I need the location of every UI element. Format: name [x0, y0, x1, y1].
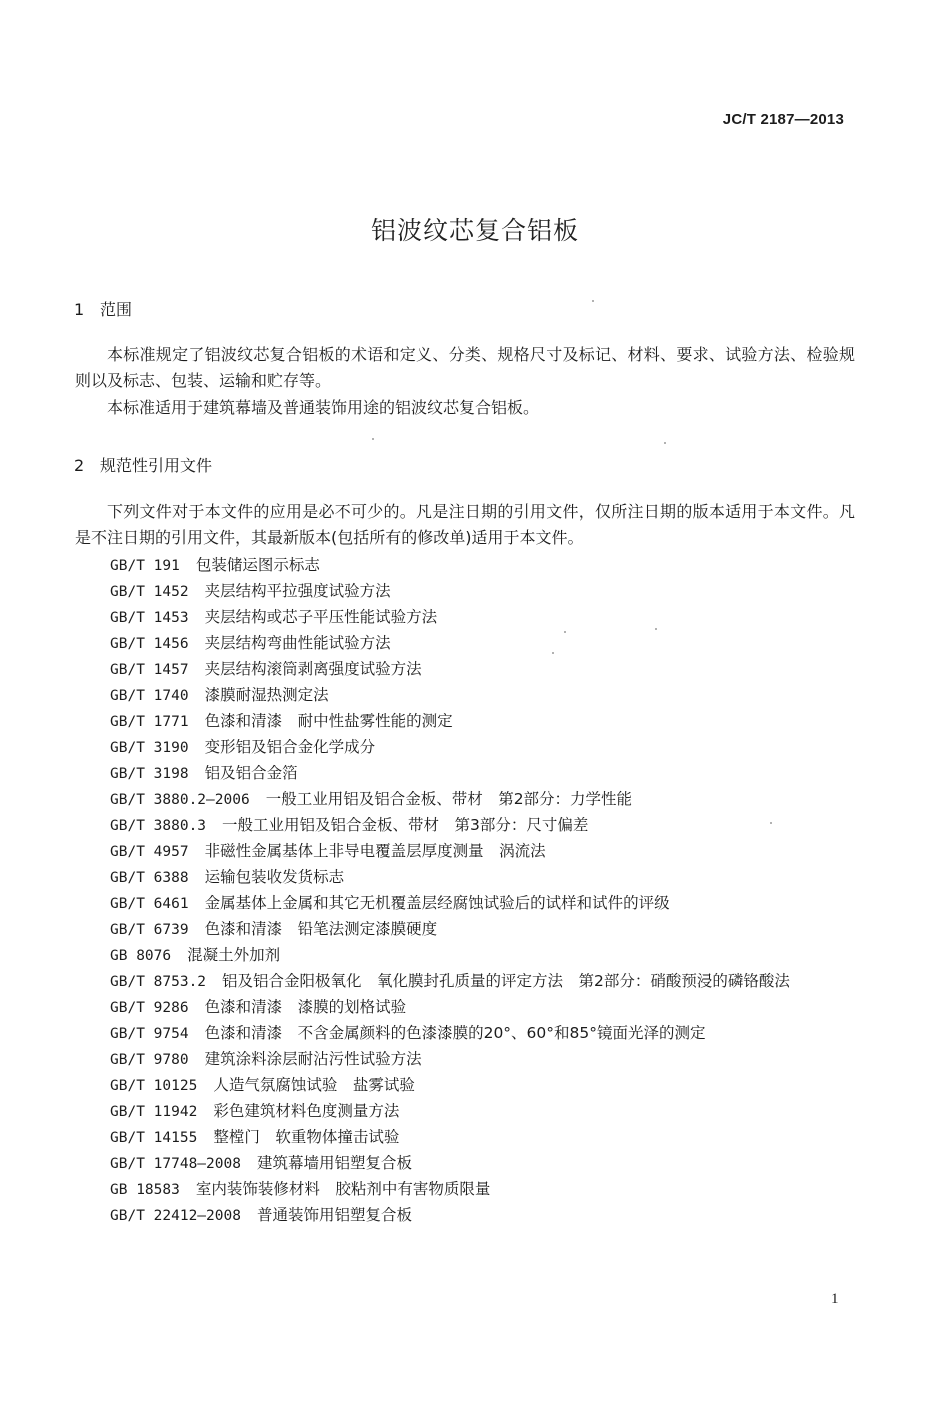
- scope-applicability-paragraph: 本标准适用于建筑幕墙及普通装饰用途的铝波纹芯复合铝板。: [107, 398, 540, 417]
- scan-speck: [552, 652, 554, 654]
- reference-title: 包装储运图示标志: [195, 556, 320, 574]
- reference-title: 非磁性金属基体上非导电覆盖层厚度测量 涡流法: [204, 842, 546, 860]
- reference-code: GB/T 4957: [110, 844, 189, 860]
- scan-speck: [372, 438, 374, 440]
- reference-title: 色漆和清漆 漆膜的划格试验: [204, 998, 407, 1016]
- reference-title: 夹层结构弯曲性能试验方法: [204, 634, 391, 652]
- scope-paragraph: 本标准规定了铝波纹芯复合铝板的术语和定义、分类、规格尺寸及标记、材料、要求、试验方法、检验规则以及标志、包装、运输和贮存等。: [75, 345, 855, 390]
- references-intro-paragraph: 下列文件对于本文件的应用是必不可少的。凡是注日期的引用文件，仅所注日期的版本适用于本文件。凡是不注日期的引用文件，其最新版本(包括所有的修改单)适用于本文件。: [75, 502, 855, 547]
- reference-code: GB 18583: [110, 1182, 180, 1198]
- reference-code: GB/T 1453: [110, 610, 189, 626]
- reference-title: 色漆和清漆 耐中性盐雾性能的测定: [204, 712, 453, 730]
- reference-code: GB/T 11942: [110, 1104, 198, 1120]
- reference-title: 夹层结构或芯子平压性能试验方法: [204, 608, 438, 626]
- reference-item: [110, 812, 588, 838]
- reference-item: [110, 656, 422, 682]
- reference-item: [110, 1072, 415, 1098]
- reference-code: GB/T 14155: [110, 1130, 198, 1146]
- reference-title: 铝及铝合金箔: [204, 764, 298, 782]
- reference-title: 运输包装收发货标志: [204, 868, 345, 886]
- reference-item: [110, 760, 298, 786]
- reference-code: GB/T 1771: [110, 714, 189, 730]
- reference-item: [110, 994, 406, 1020]
- reference-item: [110, 1176, 490, 1202]
- reference-item: [110, 942, 280, 968]
- reference-item: [110, 552, 320, 578]
- reference-title: 铝及铝合金阳极氧化 氧化膜封孔质量的评定方法 第2部分：硝酸预浸的磷铬酸法: [222, 972, 790, 990]
- reference-title: 普通装饰用铝塑复合板: [256, 1206, 412, 1224]
- reference-code: GB/T 6388: [110, 870, 189, 886]
- section-title: 规范性引用文件: [100, 456, 213, 475]
- reference-title: 建筑涂料涂层耐沾污性试验方法: [204, 1050, 422, 1068]
- reference-code: GB/T 9286: [110, 1000, 189, 1016]
- reference-title: 色漆和清漆 不含金属颜料的色漆漆膜的20°、60°和85°镜面光泽的测定: [204, 1024, 706, 1042]
- scan-speck: [664, 442, 666, 444]
- document-title: 铝波纹芯复合铝板: [370, 216, 579, 245]
- reference-item: [110, 1150, 412, 1176]
- reference-item: [110, 786, 632, 812]
- reference-item: [110, 1202, 412, 1228]
- reference-title: 夹层结构滚筒剥离强度试验方法: [204, 660, 422, 678]
- reference-code: GB/T 1456: [110, 636, 189, 652]
- section-title: 范围: [100, 300, 133, 319]
- reference-item: [110, 838, 546, 864]
- section-heading-normative-references: [74, 453, 212, 476]
- reference-title: 整樘门 软重物体撞击试验: [213, 1128, 400, 1146]
- reference-code: GB/T 3198: [110, 766, 189, 782]
- reference-item: [110, 968, 790, 994]
- reference-item: [110, 734, 375, 760]
- scan-speck: [770, 822, 772, 824]
- reference-item: [110, 1046, 422, 1072]
- reference-item: [110, 1098, 399, 1124]
- reference-code: GB/T 22412—2008: [110, 1208, 241, 1224]
- section-number: 2: [74, 456, 85, 475]
- reference-title: 金属基体上金属和其它无机覆盖层经腐蚀试验后的试样和试件的评级: [204, 894, 670, 912]
- page-number: 1: [831, 1291, 839, 1307]
- reference-title: 建筑幕墙用铝塑复合板: [256, 1154, 412, 1172]
- reference-code: GB/T 3880.3: [110, 818, 207, 834]
- scan-speck: [564, 631, 566, 633]
- reference-item: [110, 604, 437, 630]
- section-heading-scope: [74, 297, 132, 320]
- reference-code: GB/T 6461: [110, 896, 189, 912]
- reference-item: [110, 890, 670, 916]
- reference-title: 一般工业用铝及铝合金板、带材 第2部分：力学性能: [265, 790, 633, 808]
- reference-title: 一般工业用铝及铝合金板、带材 第3部分：尺寸偏差: [222, 816, 589, 834]
- section-number: 1: [74, 300, 85, 319]
- reference-item: [110, 708, 453, 734]
- reference-item: [110, 630, 391, 656]
- reference-item: [110, 1124, 399, 1150]
- reference-code: GB/T 1452: [110, 584, 189, 600]
- document-code: JC/T 2187—2013: [722, 111, 844, 128]
- reference-title: 漆膜耐湿热测定法: [204, 686, 329, 704]
- reference-code: GB/T 3190: [110, 740, 189, 756]
- reference-code: GB/T 17748—2008: [110, 1156, 241, 1172]
- reference-code: GB/T 9780: [110, 1052, 189, 1068]
- reference-code: GB/T 191: [110, 558, 180, 574]
- reference-code: GB/T 10125: [110, 1078, 198, 1094]
- reference-title: 混凝土外加剂: [187, 946, 281, 964]
- reference-item: [110, 578, 391, 604]
- reference-title: 人造气氛腐蚀试验 盐雾试验: [213, 1076, 415, 1094]
- reference-item: [110, 1020, 706, 1046]
- reference-item: [110, 916, 437, 942]
- reference-title: 彩色建筑材料色度测量方法: [213, 1102, 400, 1120]
- reference-code: GB/T 6739: [110, 922, 189, 938]
- reference-code: GB/T 8753.2: [110, 974, 207, 990]
- scan-speck: [655, 628, 657, 630]
- reference-code: GB/T 3880.2—2006: [110, 792, 250, 808]
- reference-title: 夹层结构平拉强度试验方法: [204, 582, 391, 600]
- reference-item: [110, 682, 329, 708]
- scan-speck: [592, 300, 594, 302]
- reference-title: 室内装饰装修材料 胶粘剂中有害物质限量: [195, 1180, 491, 1198]
- reference-code: GB/T 1457: [110, 662, 189, 678]
- reference-item: [110, 864, 344, 890]
- reference-title: 色漆和清漆 铅笔法测定漆膜硬度: [204, 920, 438, 938]
- reference-code: GB/T 9754: [110, 1026, 189, 1042]
- reference-title: 变形铝及铝合金化学成分: [204, 738, 376, 756]
- reference-code: GB 8076: [110, 948, 172, 964]
- reference-code: GB/T 1740: [110, 688, 189, 704]
